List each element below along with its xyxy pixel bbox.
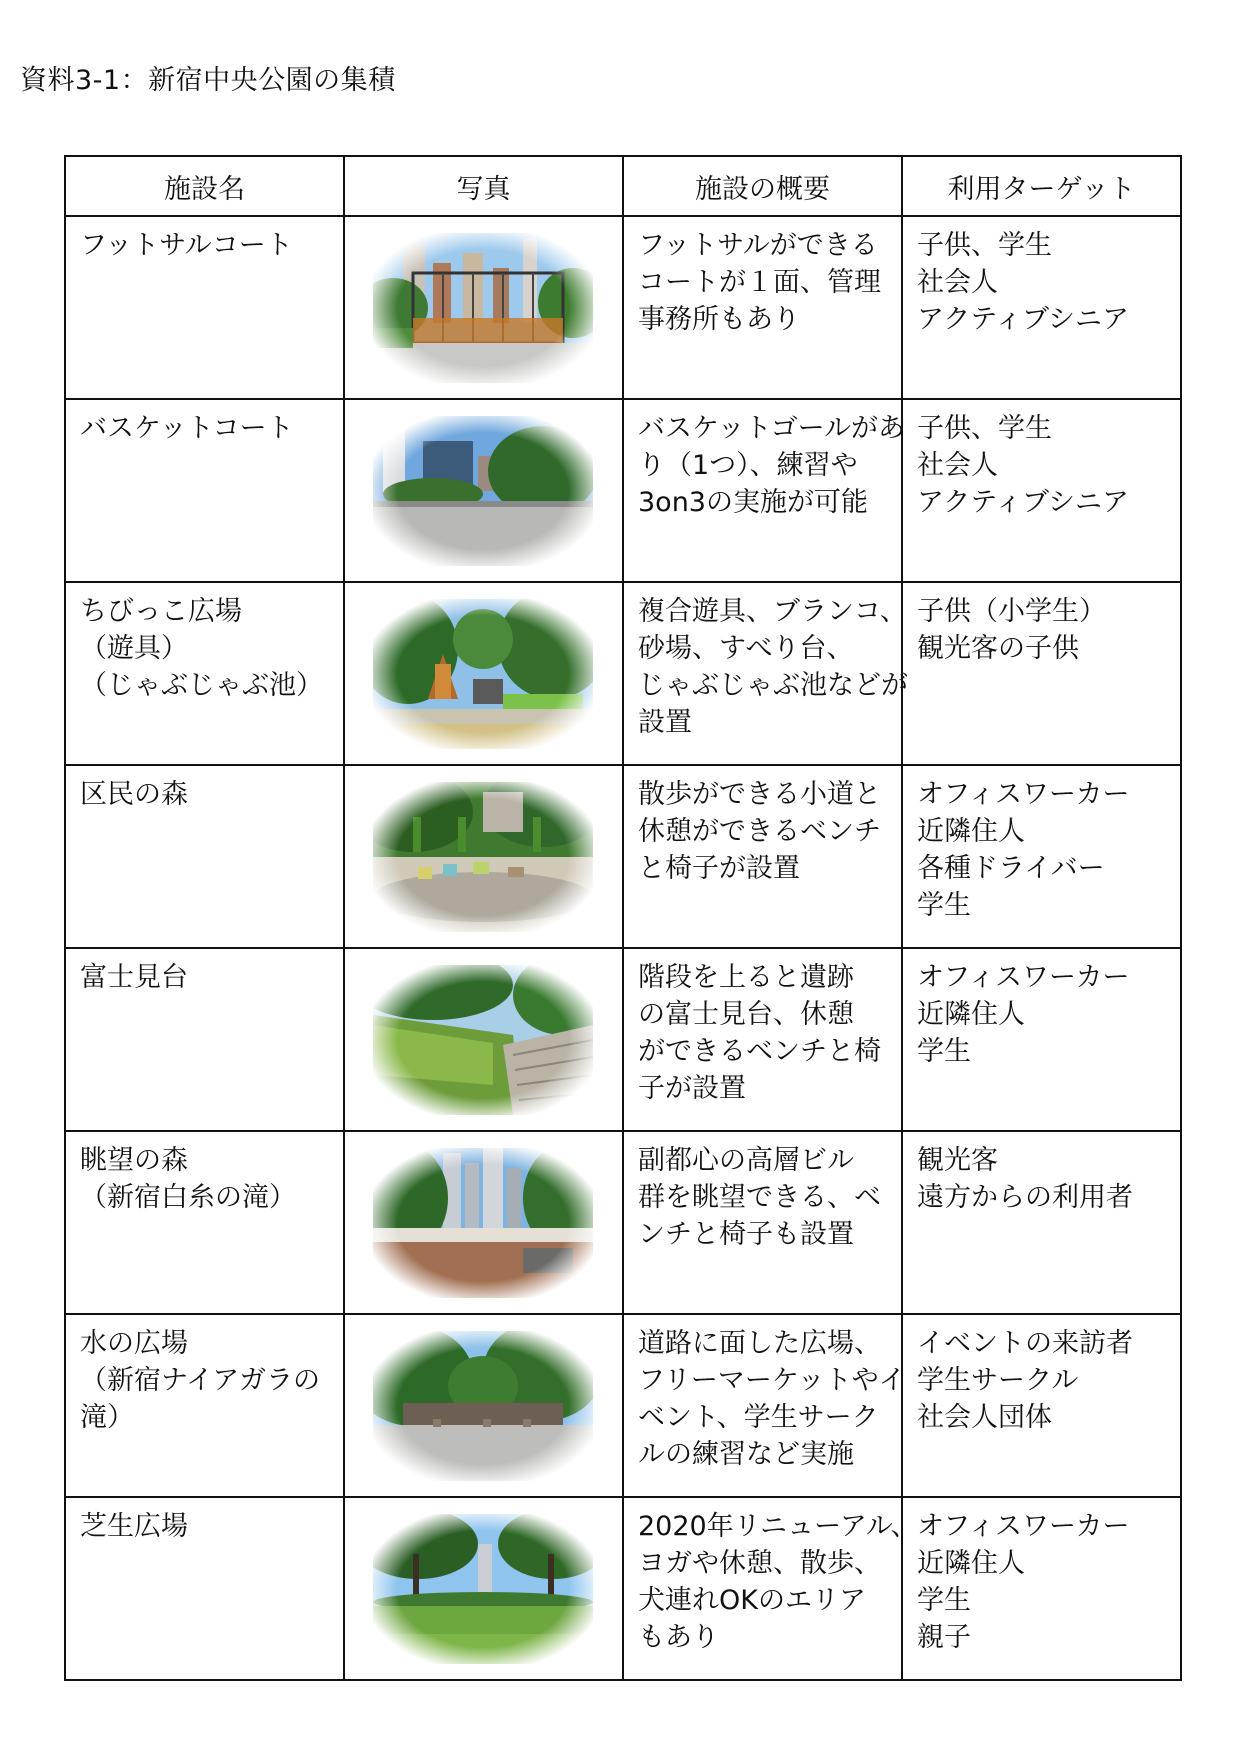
lawn-plaza-photo — [373, 1514, 593, 1664]
facility-name-line: バスケットコート — [80, 413, 294, 444]
overview-line: 散歩ができる小道と — [638, 779, 881, 810]
facility-name-cell — [65, 216, 344, 399]
facility-name-line: 芝生広場 — [80, 1511, 188, 1542]
target-line: イベントの来訪者 — [917, 1328, 1133, 1359]
document-title: 資料3-1：新宿中央公園の集積 — [20, 65, 396, 96]
overview-line: り（1つ）、練習や — [638, 450, 858, 481]
table-header-row — [65, 156, 1181, 216]
overview-line: もあり — [638, 1622, 719, 1653]
overview-line: じゃぶじゃぶ池などが — [638, 670, 908, 701]
overview-line: ヨガや休憩、散歩、 — [638, 1548, 881, 1579]
target-cell — [902, 1314, 1181, 1497]
fujimidai-photo — [373, 965, 593, 1115]
overview-line: 群を眺望できる、ベ — [638, 1182, 881, 1213]
target-cell — [902, 948, 1181, 1131]
overview-line: 階段を上ると遺跡 — [638, 962, 854, 993]
overview-line: と椅子が設置 — [638, 853, 800, 884]
facility-name-line: フットサルコート — [80, 230, 293, 261]
target-line: 子供（小学生） — [917, 596, 1106, 627]
target-line: オフィスワーカー — [917, 962, 1130, 993]
table-row — [65, 765, 1181, 948]
facility-name-line: （新宿ナイアガラの — [80, 1365, 321, 1396]
target-line: 子供、学生 — [917, 413, 1052, 444]
target-line: 学生 — [917, 1585, 971, 1616]
header-facility-name: 施設名 — [65, 156, 344, 216]
basketball-court-photo — [373, 416, 593, 566]
overview-line: 道路に面した広場、 — [638, 1328, 881, 1359]
overview-line: 犬連れOKのエリア — [638, 1585, 866, 1616]
target-cell — [902, 1131, 1181, 1314]
header-photo: 写真 — [344, 156, 623, 216]
target-line: 遠方からの利用者 — [917, 1182, 1133, 1213]
target-line: 社会人 — [917, 450, 998, 481]
target-line: 親子 — [917, 1622, 971, 1653]
target-line: 学生サークル — [917, 1365, 1079, 1396]
target-line: オフィスワーカー — [917, 779, 1130, 810]
facility-name-line: 区民の森 — [80, 779, 188, 810]
photo-cell — [344, 399, 623, 582]
target-line: アクティブシニア — [917, 487, 1129, 518]
target-line: オフィスワーカー — [917, 1511, 1130, 1542]
overview-cell — [623, 948, 902, 1131]
overview-cell — [623, 216, 902, 399]
overview-cell — [623, 1314, 906, 1497]
facility-name-line: ちびっこ広場 — [80, 596, 242, 627]
table-row — [65, 582, 1181, 765]
overview-line: 3on3の実施が可能 — [638, 487, 868, 518]
table-row — [65, 1314, 1181, 1497]
target-line: 観光客 — [917, 1145, 998, 1176]
overview-line: バスケットゴールがあ — [638, 413, 906, 444]
target-line: 近隣住人 — [917, 1548, 1025, 1579]
facility-name-cell — [65, 399, 344, 582]
target-cell — [902, 399, 1181, 582]
target-line: 近隣住人 — [917, 999, 1025, 1030]
water-plaza-photo — [373, 1331, 593, 1481]
facility-name-cell — [65, 948, 344, 1131]
photo-cell — [344, 1131, 623, 1314]
facility-name-line: 眺望の森 — [80, 1145, 188, 1176]
table-row — [65, 948, 1181, 1131]
facility-name-cell — [65, 1497, 344, 1680]
photo-cell — [344, 582, 623, 765]
header-target: 利用ターゲット — [902, 156, 1181, 216]
target-line: 社会人 — [917, 267, 998, 298]
overview-cell — [623, 1131, 902, 1314]
facility-name-line: （じゃぶじゃぶ池） — [80, 670, 323, 701]
overview-line: ルの練習など実施 — [638, 1439, 854, 1470]
overview-line: ベント、学生サーク — [638, 1402, 879, 1433]
table-row — [65, 216, 1181, 399]
overview-line: 子が設置 — [638, 1073, 746, 1104]
target-line: 学生 — [917, 1036, 971, 1067]
overview-cell — [623, 399, 906, 582]
overview-line: コートが１面、管理 — [638, 267, 881, 298]
facility-name-cell — [65, 1131, 344, 1314]
overview-cell — [623, 765, 902, 948]
target-line: 近隣住人 — [917, 816, 1025, 847]
header-overview: 施設の概要 — [623, 156, 902, 216]
futsal-court-photo — [373, 233, 593, 383]
target-line: 観光客の子供 — [917, 633, 1079, 664]
facility-name-line: 水の広場 — [80, 1328, 188, 1359]
target-cell — [902, 216, 1181, 399]
target-cell — [902, 765, 1181, 948]
playground-photo — [373, 599, 593, 749]
overview-cell — [623, 1497, 918, 1680]
facilities-table — [64, 155, 1182, 1681]
photo-cell — [344, 765, 623, 948]
table-row — [65, 399, 1181, 582]
residents-forest-photo — [373, 782, 593, 932]
target-line: 社会人団体 — [917, 1402, 1052, 1433]
target-line: 各種ドライバー — [917, 853, 1105, 884]
overview-line: ンチと椅子も設置 — [638, 1219, 854, 1250]
overview-line: フットサルができる — [638, 230, 878, 261]
facility-name-line: 滝） — [80, 1402, 134, 1433]
table-row — [65, 1497, 1181, 1680]
facility-name-cell — [65, 765, 344, 948]
overview-line: 休憩ができるベンチ — [638, 816, 881, 847]
facility-name-line: （遊具） — [80, 633, 188, 664]
target-line: 子供、学生 — [917, 230, 1052, 261]
overview-line: ができるベンチと椅 — [638, 1036, 881, 1067]
facility-name-line: （新宿白糸の滝） — [80, 1182, 296, 1213]
table-row — [65, 1131, 1181, 1314]
overview-line: 設置 — [638, 707, 692, 738]
photo-cell — [344, 948, 623, 1131]
facility-name-line: 富士見台 — [80, 962, 188, 993]
target-line: アクティブシニア — [917, 304, 1129, 335]
overview-line: の富士見台、休憩 — [638, 999, 854, 1030]
overview-line: 副都心の高層ビル — [638, 1145, 854, 1176]
overview-cell — [623, 582, 908, 765]
facility-name-cell — [65, 582, 344, 765]
overview-line: 2020年リニューアル、 — [638, 1511, 918, 1542]
facility-name-cell — [65, 1314, 344, 1497]
overview-line: フリーマーケットやイ — [638, 1365, 906, 1396]
target-cell — [902, 582, 1181, 765]
target-cell — [902, 1497, 1181, 1680]
overview-line: 複合遊具、ブランコ、 — [638, 596, 907, 627]
view-forest-photo — [373, 1148, 593, 1298]
overview-line: 事務所もあり — [638, 304, 800, 335]
overview-line: 砂場、すべり台、 — [638, 633, 854, 664]
photo-cell — [344, 1497, 623, 1680]
photo-cell — [344, 1314, 623, 1497]
photo-cell — [344, 216, 623, 399]
target-line: 学生 — [917, 890, 971, 921]
